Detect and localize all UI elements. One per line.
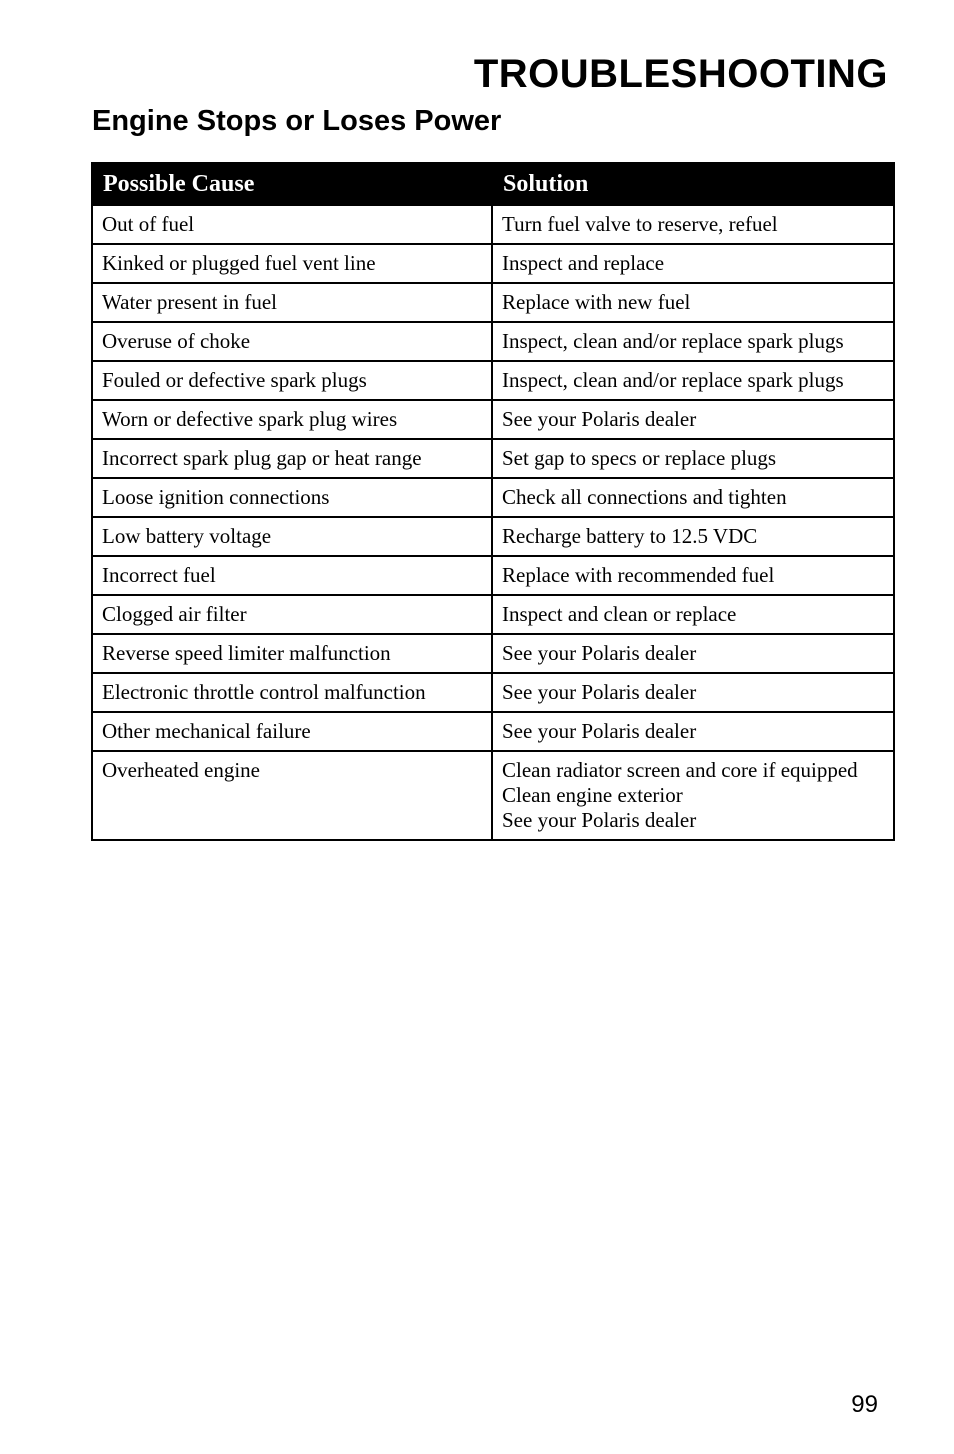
- cause-cell: Reverse speed limiter malfunction: [92, 634, 492, 673]
- solution-line: See your Polaris dealer: [502, 719, 697, 743]
- table-body: [92, 205, 894, 840]
- table-row: [92, 634, 894, 673]
- cause-cell: Out of fuel: [92, 205, 492, 244]
- solution-line: Inspect and clean or replace: [502, 602, 737, 626]
- solution-line: Inspect, clean and/or replace spark plugs: [502, 329, 844, 353]
- solution-line: See your Polaris dealer: [502, 680, 697, 704]
- solution-cell: [492, 556, 894, 595]
- solution-line: Check all connections and tighten: [502, 485, 787, 509]
- solution-line: Replace with recommended fuel: [502, 563, 775, 587]
- table-row: [92, 400, 894, 439]
- solution-cell: [492, 712, 894, 751]
- cause-cell: Clogged air filter: [92, 595, 492, 634]
- table-row: [92, 556, 894, 595]
- solution-line: Inspect, clean and/or replace spark plugs: [502, 368, 844, 392]
- solution-cell: [492, 673, 894, 712]
- table-row: [92, 439, 894, 478]
- table-row: [92, 244, 894, 283]
- solution-cell: [492, 634, 894, 673]
- solution-cell: [492, 400, 894, 439]
- cause-cell: Fouled or defective spark plugs: [92, 361, 492, 400]
- page-title: TROUBLESHOOTING: [473, 52, 888, 96]
- cause-cell: Loose ignition connections: [92, 478, 492, 517]
- table-row: [92, 517, 894, 556]
- table-row: [92, 595, 894, 634]
- solution-line: Clean engine exterior: [502, 783, 683, 807]
- table-row: [92, 322, 894, 361]
- cause-cell: Kinked or plugged fuel vent line: [92, 244, 492, 283]
- solution-line: Recharge battery to 12.5 VDC: [502, 524, 758, 548]
- cause-cell: Low battery voltage: [92, 517, 492, 556]
- solution-line: Set gap to specs or replace plugs: [502, 446, 777, 470]
- cause-cell: Electronic throttle control malfunction: [92, 673, 492, 712]
- solution-line: See your Polaris dealer: [502, 407, 697, 431]
- solution-cell: [492, 322, 894, 361]
- page-number: 99: [851, 1391, 878, 1418]
- solution-line: See your Polaris dealer: [502, 808, 697, 832]
- table-row: [92, 283, 894, 322]
- table-row: [92, 361, 894, 400]
- column-header-solution: Solution: [492, 163, 894, 205]
- cause-cell: Other mechanical failure: [92, 712, 492, 751]
- solution-cell: [492, 361, 894, 400]
- solution-line: Turn fuel valve to reserve, refuel: [502, 212, 778, 236]
- solution-cell: [492, 244, 894, 283]
- table-header-row: [92, 163, 894, 205]
- solution-cell: [492, 439, 894, 478]
- cause-cell: Overheated engine: [92, 751, 492, 840]
- solution-cell: [492, 205, 894, 244]
- solution-cell: [492, 478, 894, 517]
- solution-cell: [492, 283, 894, 322]
- table-row: [92, 751, 894, 840]
- table-row: [92, 205, 894, 244]
- troubleshooting-table: [91, 162, 895, 841]
- cause-cell: Water present in fuel: [92, 283, 492, 322]
- solution-cell: [492, 517, 894, 556]
- column-header-cause: Possible Cause: [92, 163, 492, 205]
- cause-cell: Incorrect fuel: [92, 556, 492, 595]
- table-row: [92, 712, 894, 751]
- cause-cell: Incorrect spark plug gap or heat range: [92, 439, 492, 478]
- solution-cell: [492, 595, 894, 634]
- cause-cell: Worn or defective spark plug wires: [92, 400, 492, 439]
- solution-line: Clean radiator screen and core if equipped: [502, 758, 858, 782]
- solution-line: Inspect and replace: [502, 251, 665, 275]
- solution-line: Replace with new fuel: [502, 290, 691, 314]
- section-title: Engine Stops or Loses Power: [92, 105, 502, 137]
- table-row: [92, 478, 894, 517]
- table-row: [92, 673, 894, 712]
- cause-cell: Overuse of choke: [92, 322, 492, 361]
- solution-line: See your Polaris dealer: [502, 641, 697, 665]
- solution-cell: [492, 751, 894, 840]
